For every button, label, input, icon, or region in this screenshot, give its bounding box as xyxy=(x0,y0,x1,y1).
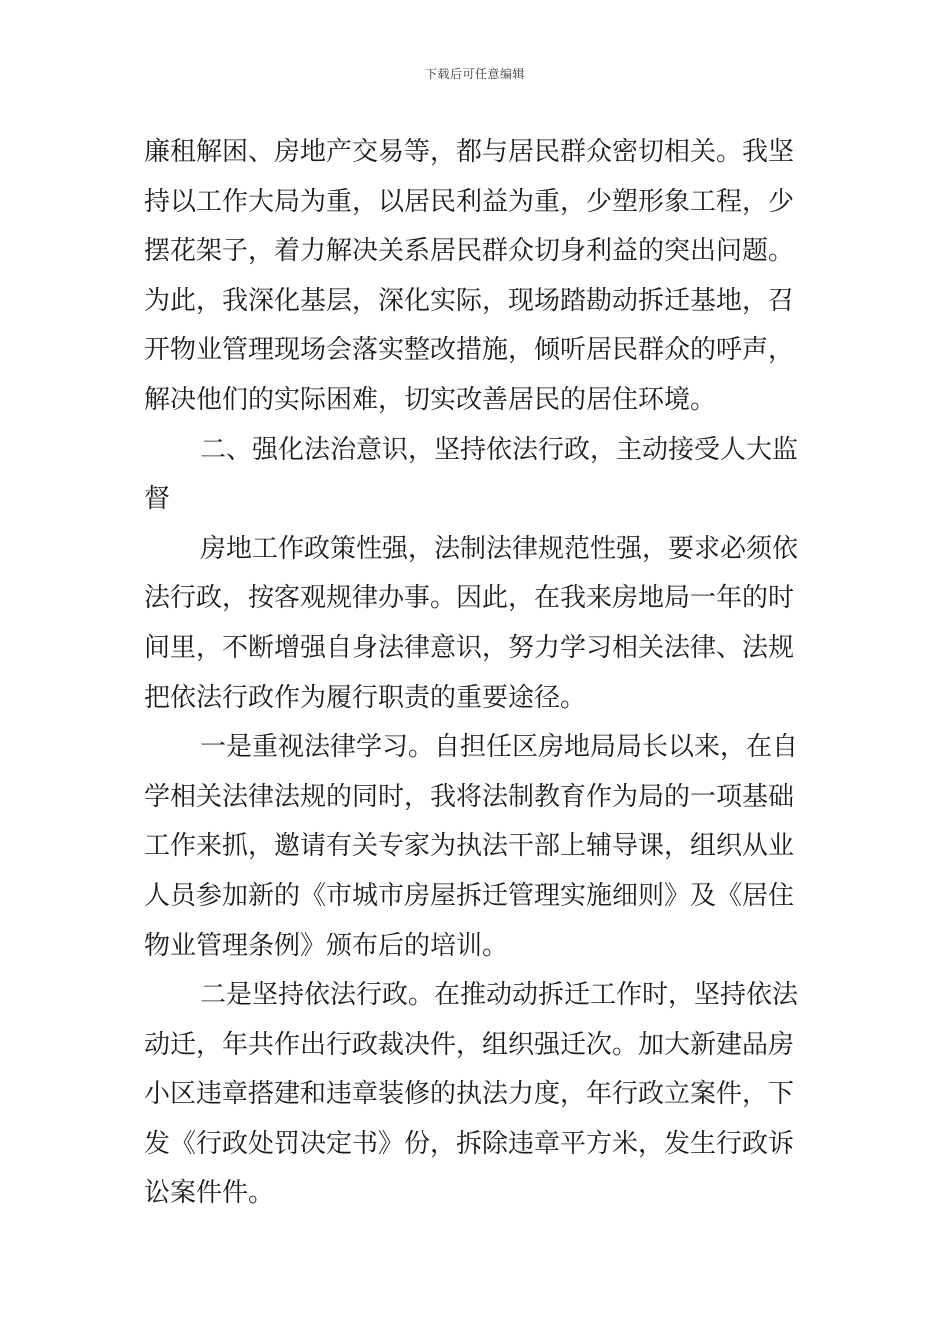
text-line: 学相关法律法规的同时，我将法制教育作为局的一项基础 xyxy=(144,781,795,812)
text-line: 摆花架子，着力解决关系居民群众切身利益的突出问题。 xyxy=(144,236,795,267)
section-heading: 二、强化法治意识，坚持依法行政，主动接受人大监 xyxy=(200,434,799,465)
text-line: 持以工作大局为重，以居民利益为重，少塑形象工程，少 xyxy=(144,186,795,217)
text-line: 工作来抓，邀请有关专家为执法干部上辅导课，组织从业 xyxy=(144,831,795,862)
text-line: 小区违章搭建和违章装修的执法力度，年行政立案件，下 xyxy=(144,1079,795,1110)
text-line: 为此，我深化基层，深化实际，现场踏勘动拆迁基地，召 xyxy=(144,285,795,316)
text-line: 间里，不断增强自身法律意识，努力学习相关法律、法规 xyxy=(144,632,795,663)
text-line: 把依法行政作为履行职责的重要途径。 xyxy=(144,682,587,713)
page-header: 下载后可任意编辑 xyxy=(424,67,525,81)
paragraph-start: 二是坚持依法行政。在推动动拆迁工作时，坚持依法 xyxy=(200,980,799,1011)
body-text xyxy=(144,128,808,1219)
text-line: 廉租解困、房地产交易等，都与居民群众密切相关。我坚 xyxy=(144,137,795,167)
text-line: 法行政，按客观规律办事。因此，在我来房地局一年的时 xyxy=(144,583,795,614)
section-heading-continued: 督 xyxy=(144,484,171,515)
text-line: 人员参加新的《市城市房屋拆迁管理实施细则》及《居住 xyxy=(144,880,795,911)
text-line: 物业管理条例》颁布后的培训。 xyxy=(144,930,509,961)
text-line: 解决他们的实际困难，切实改善居民的居住环境。 xyxy=(144,384,717,415)
text-line: 发《行政处罚决定书》份，拆除违章平方米，发生行政诉 xyxy=(144,1128,795,1159)
paragraph-start: 一是重视法律学习。自担任区房地局局长以来，在自 xyxy=(200,732,799,763)
paragraph-start: 房地工作政策性强，法制法律规范性强，要求必须依 xyxy=(200,533,799,564)
text-line: 开物业管理现场会落实整改措施，倾听居民群众的呼声， xyxy=(144,335,795,366)
text-line: 讼案件件。 xyxy=(144,1178,275,1209)
text-line: 动迁，年共作出行政裁决件，组织强迁次。加大新建品房 xyxy=(144,1029,795,1060)
